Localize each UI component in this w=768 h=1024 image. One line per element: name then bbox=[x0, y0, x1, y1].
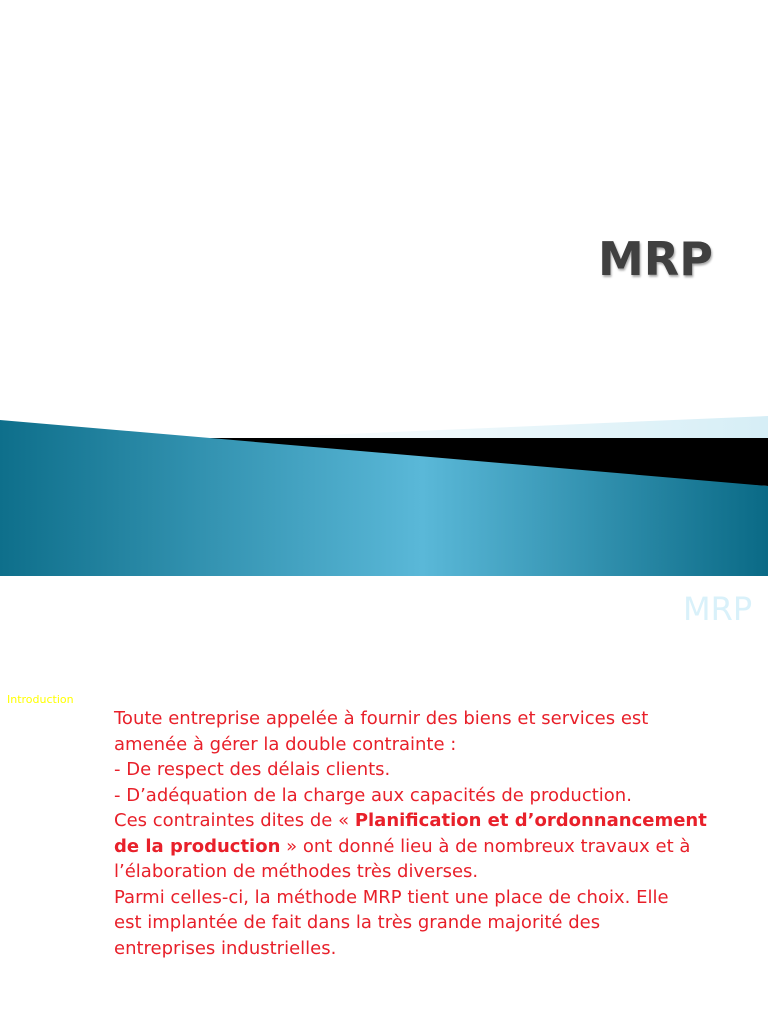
ghost-title: MRP bbox=[683, 590, 753, 628]
banner-pale-stripe bbox=[230, 416, 768, 440]
text-line: amenée à gérer la double contrainte : bbox=[114, 733, 457, 755]
text-span: » ont donné lieu à de nombreux travaux et à bbox=[280, 835, 691, 857]
section-label: Introduction bbox=[7, 693, 74, 706]
decorative-banner bbox=[0, 412, 768, 576]
emphasis-text: Planification et d’ordonnancement bbox=[354, 810, 707, 831]
intro-paragraph bbox=[114, 706, 754, 961]
text-line: l’élaboration de méthodes très diverses. bbox=[114, 861, 479, 882]
text-span: Ces contraintes dites de « bbox=[114, 810, 355, 831]
text-line bbox=[114, 834, 754, 860]
text-line: Parmi celles-ci, la méthode MRP tient une place de choix. Elle bbox=[114, 886, 669, 908]
text-line: entreprises industrielles. bbox=[114, 937, 337, 959]
text-line: est implantée de fait dans la très grande majorité des bbox=[114, 912, 601, 933]
slide-title: MRP bbox=[598, 232, 713, 286]
text-line: - D’adéquation de la charge aux capacités de production. bbox=[114, 784, 632, 806]
emphasis-text: de la production bbox=[114, 835, 281, 857]
text-line: Toute entreprise appelée à fournir des biens et services est bbox=[114, 708, 649, 729]
text-line bbox=[114, 808, 754, 834]
text-line: - De respect des délais clients. bbox=[114, 759, 391, 780]
